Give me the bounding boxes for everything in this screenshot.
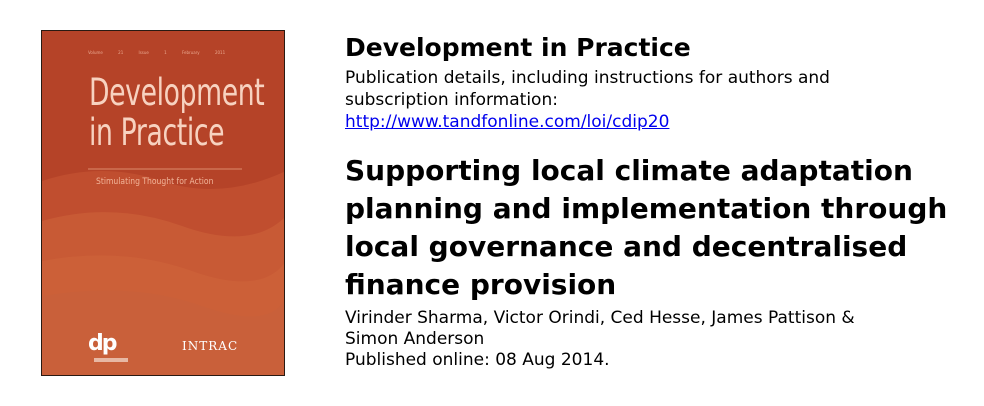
cover-subtitle: Stimulating Thought for Action (96, 177, 214, 187)
journal-cover-image (41, 30, 285, 376)
publication-details (345, 67, 830, 111)
authors-line: Simon Anderson (345, 329, 485, 349)
cover-issue-line: Volume 21 Issue 1 February 2011 (88, 50, 226, 55)
journal-url-link[interactable]: http://www.tandfonline.com/loi/cdip20 (345, 112, 670, 132)
article-authors (345, 308, 855, 350)
journal-title: Development in Practice (345, 33, 691, 62)
publication-details-line: Publication details, including instructions for authors and (345, 68, 830, 88)
dp-logo-tagline (94, 358, 128, 362)
article-title-line: Supporting local climate adaptation (345, 154, 913, 187)
cover-title (89, 73, 264, 153)
cover-title-line: Development (89, 71, 265, 114)
publication-details-line: subscription information: (345, 90, 558, 110)
cover-title-line: in Practice (89, 111, 225, 154)
dp-logo: dp (88, 331, 116, 356)
article-title-line: finance provision (345, 268, 617, 301)
authors-line: Virinder Sharma, Victor Orindi, Ced Hesse, James Pattison & (345, 308, 855, 328)
published-date: Published online: 08 Aug 2014. (345, 350, 610, 370)
intrac-logo: INTRAC (182, 339, 239, 353)
article-title-line: local governance and decentralised (345, 230, 908, 263)
article-title (345, 152, 947, 304)
article-title-line: planning and implementation through (345, 192, 948, 225)
